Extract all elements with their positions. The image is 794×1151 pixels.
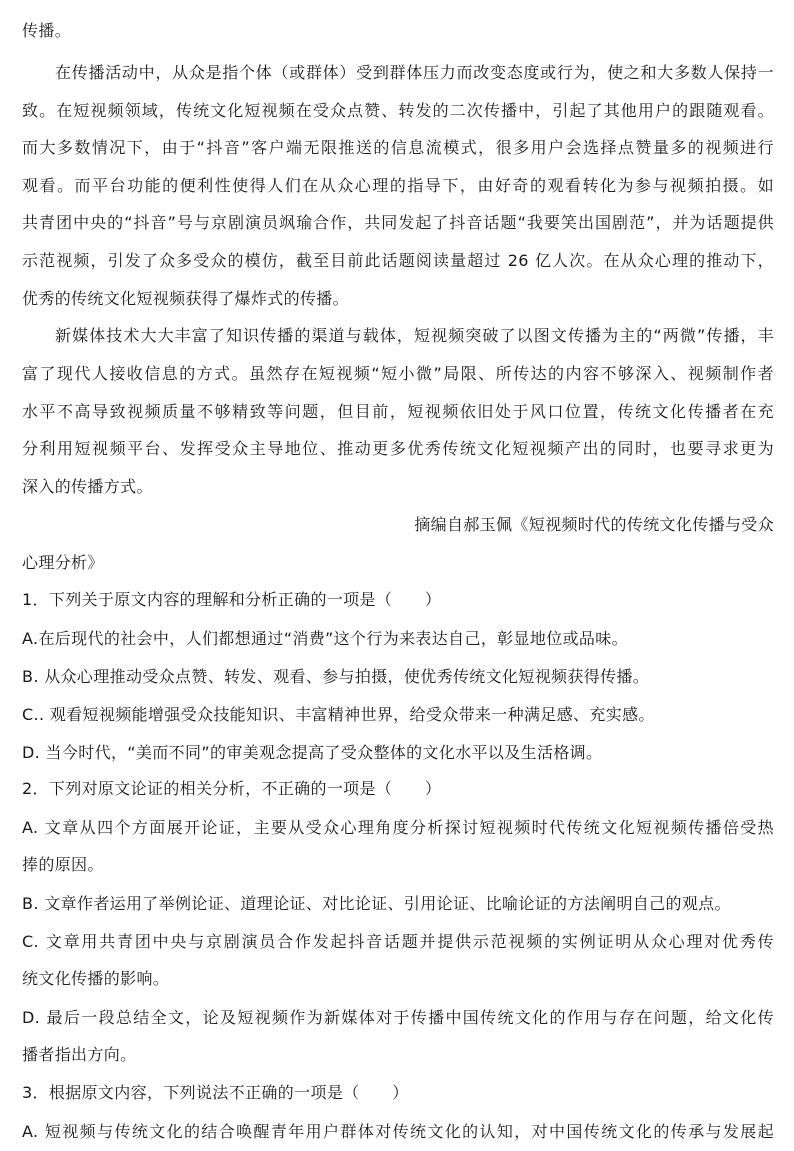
question-3-stem: 3．根据原文内容，下列说法不正确的一项是（ ） (22, 1083, 409, 1102)
question-2-option-c-line-1: C. 文章用共青团中央与京剧演员合作发起抖音话题并提供示范视频的实例证明从众心理对优秀传 (22, 932, 774, 951)
paragraph-2-line-1: 新媒体技术大大丰富了知识传播的渠道与载体，短视频突破了以图文传播为主的“两微”传播，丰 (55, 326, 774, 345)
paragraph-1-line-3: 而大多数情况下，由于“抖音”客户端无限推送的信息流模式，很多用户会选择点赞量多的视频进行 (22, 138, 774, 157)
paragraph-1-line-2: 致。在短视频领域，传统文化短视频在受众点赞、转发的二次传播中，引起了其他用户的跟随观看。 (22, 101, 774, 120)
paragraph-2-line-2: 富了现代人接收信息的方式。虽然存在短视频“短小微”局限、所传达的内容不够深入、视频制作者 (22, 364, 774, 383)
question-1-option-b: B. 从众心理推动受众点赞、转发、观看、参与拍摄，使优秀传统文化短视频获得传播。 (22, 667, 650, 686)
question-2-option-c-line-2: 统文化传播的影响。 (22, 969, 170, 988)
paragraph-2-line-4: 分利用短视频平台、发挥受众主导地位、推动更多优秀传统文化短视频产出的同时，也要寻求更为 (22, 439, 774, 458)
paragraph-1-line-1: 在传播活动中，从众是指个体（或群体）受到群体压力而改变态度或行为，使之和大多数人保持一 (55, 63, 774, 82)
paragraph-2-line-5: 深入的传播方式。 (22, 477, 153, 496)
question-2-option-a-line-2: 捧的原因。 (22, 855, 104, 874)
question-1-option-d: D. 当今时代，“美而不同”的审美观念提高了受众整体的文化水平以及生活格调。 (22, 743, 603, 762)
question-1-option-a: A.在后现代的社会中，人们都想通过“消费”这个行为来表达自己，彰显地位或品味。 (22, 629, 628, 648)
paragraph-tail: 传播。 (22, 21, 72, 40)
question-2-option-d-line-1: D. 最后一段总结全文，论及短视频作为新媒体对于传播中国传统文化的作用与存在问题，给文化传 (22, 1008, 774, 1027)
paragraph-1-line-6: 示范视频，引发了众多受众的模仿，截至目前此话题阅读量超过 26 亿人次。在从众心理的推动下， (22, 251, 774, 270)
paragraph-1-line-7: 优秀的传统文化短视频获得了爆炸式的传播。 (22, 289, 350, 308)
question-2-option-a-line-1: A. 文章从四个方面展开论证，主要从受众心理角度分析探讨短视频时代传统文化短视频传播倍受热 (22, 818, 774, 837)
question-2-option-d-line-2: 播者指出方向。 (22, 1045, 137, 1064)
question-3-option-a-line-1: A. 短视频与传统文化的结合唤醒青年用户群体对传统文化的认知，对中国传统文化的传承与发展起 (22, 1122, 774, 1141)
question-1-option-c: C.. 观看短视频能增强受众技能知识、丰富精神世界，给受众带来一种满足感、充实感。 (22, 705, 655, 724)
question-1-stem: 1．下列关于原文内容的理解和分析正确的一项是（ ） (22, 590, 442, 609)
paragraph-2-line-3: 水平不高导致视频质量不够精致等问题，但目前，短视频依旧处于风口位置，传统文化传播者在充 (22, 402, 774, 421)
source-citation-line-2: 心理分析》 (22, 553, 104, 572)
question-2-option-b: B. 文章作者运用了举例论证、道理论证、对比论证、引用论证、比喻论证的方法阐明自己的观点。 (22, 894, 731, 913)
question-2-stem: 2．下列对原文论证的相关分析，不正确的一项是（ ） (22, 779, 442, 798)
source-citation-line-1: 摘编自郝玉佩《短视频时代的传统文化传播与受众 (414, 515, 774, 534)
paragraph-1-line-5: 共青团中央的“抖音”号与京剧演员飒瑜合作，共同发起了抖音话题“我要笑出国剧范”，并为话题提供 (22, 213, 774, 232)
paragraph-1-line-4: 观看。而平台功能的便利性使得人们在从众心理的指导下，由好奇的观看转化为参与视频拍摄。如 (22, 176, 774, 195)
